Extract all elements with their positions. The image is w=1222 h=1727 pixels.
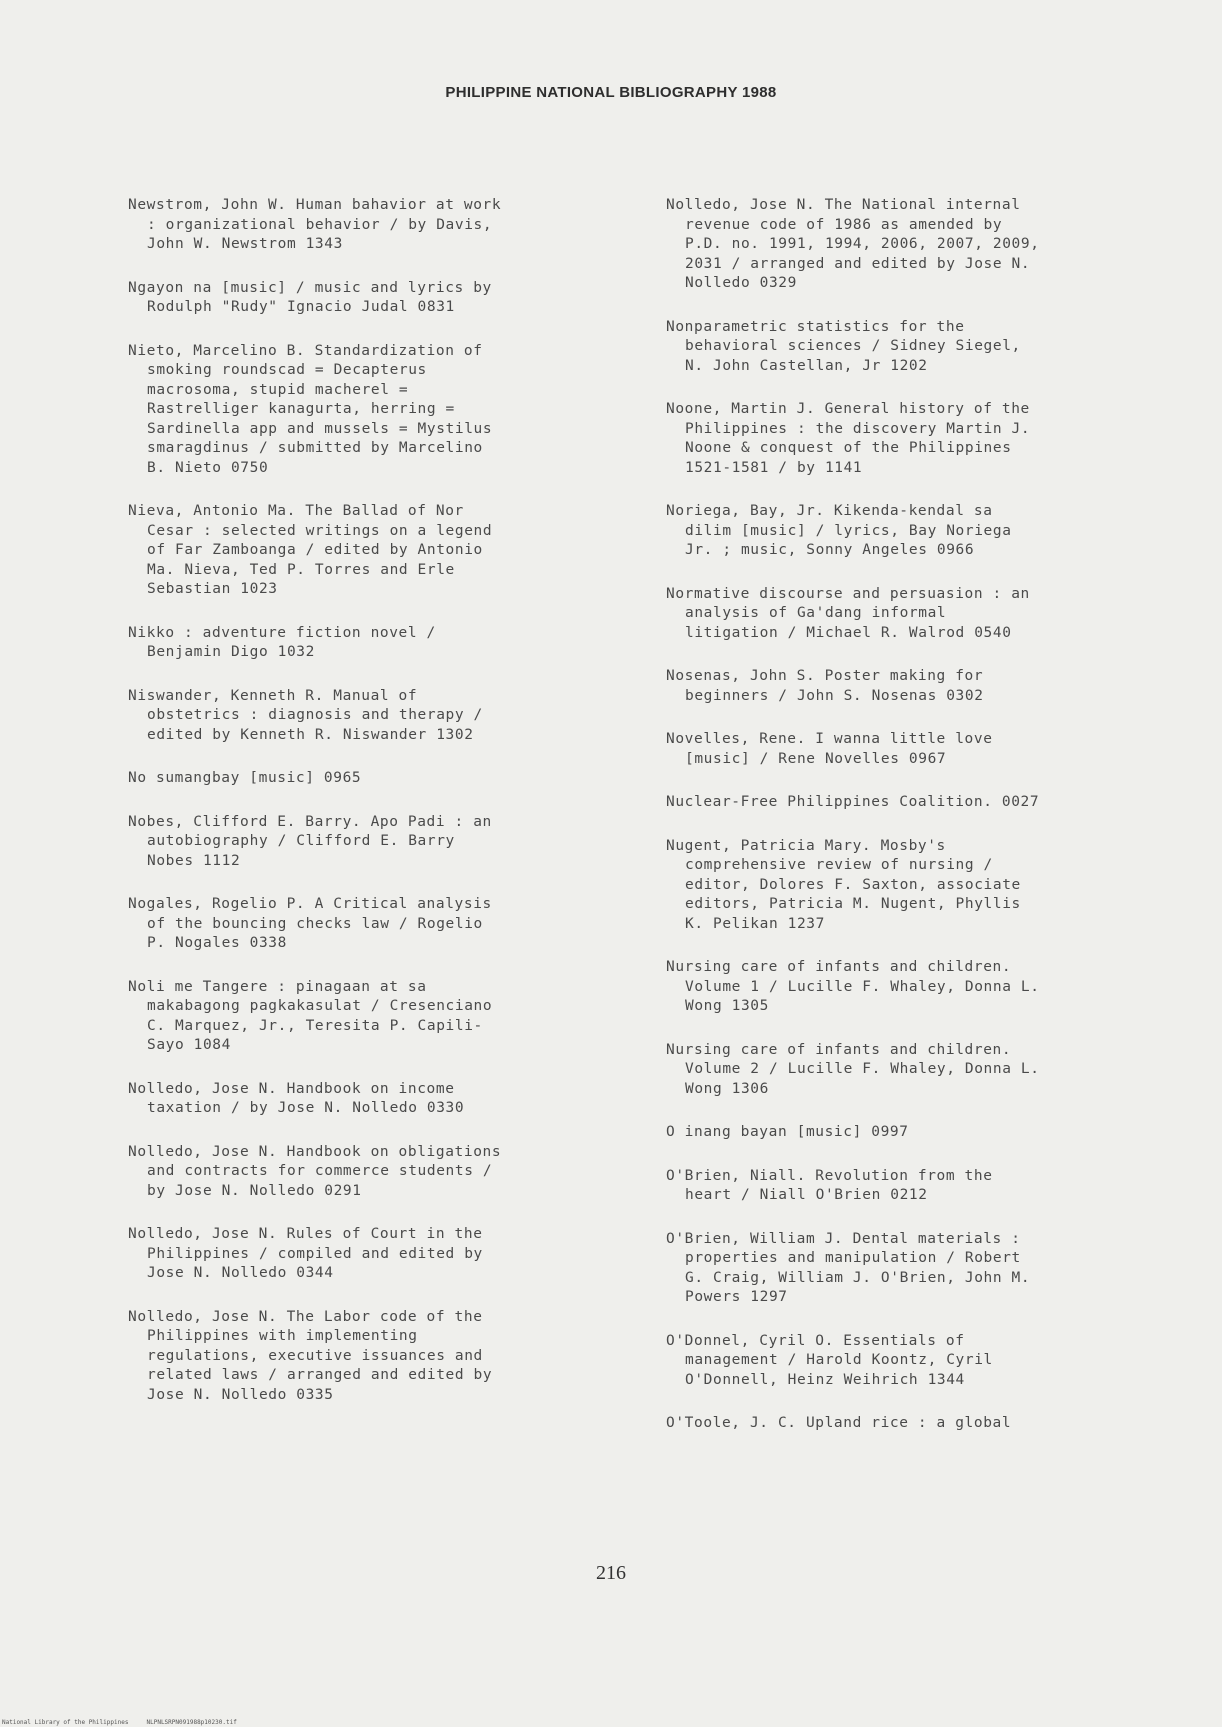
scan-footer-note: National Library of the Philippines NLPNLSRPN091988p10230.tif — [2, 1719, 237, 1726]
bibliography-entry: Noriega, Bay, Jr. Kikenda-kendal sa dilim [music] / lyrics, Bay Noriega Jr. ; music, Sonny Angeles 0966 — [666, 503, 1012, 558]
bibliography-entry: Nolledo, Jose N. Rules of Court in the Philippines / compiled and edited by Jose N. Nolledo 0344 — [128, 1226, 483, 1281]
bibliography-entry: Nursing care of infants and children. Volume 1 / Lucille F. Whaley, Donna L. Wong 1305 — [666, 959, 1040, 1014]
bibliography-entry: Nolledo, Jose N. The Labor code of the Philippines with implementing regulations, executive issuances and related laws / arranged and edited by Jose N. Nolledo 0335 — [128, 1308, 493, 1403]
bibliography-entry: Nolledo, Jose N. Handbook on income taxation / by Jose N. Nolledo 0330 — [128, 1080, 465, 1116]
right-column — [666, 196, 1166, 1458]
bibliography-entry: Nobes, Clifford E. Barry. Apo Padi : an autobiography / Clifford E. Barry Nobes 1112 — [128, 813, 492, 869]
bibliography-entry: O'Brien, Niall. Revolution from the heart / Niall O'Brien 0212 — [666, 1167, 993, 1203]
bibliography-entry: Nuclear-Free Philippines Coalition. 0027 — [666, 794, 1040, 810]
bibliography-entry: Ngayon na [music] / music and lyrics by Rodulph "Rudy" Ignacio Judal 0831 — [128, 279, 492, 315]
bibliography-entry: No sumangbay [music] 0965 — [128, 770, 362, 786]
page-title: PHILIPPINE NATIONAL BIBLIOGRAPHY 1988 — [445, 84, 777, 101]
bibliography-entry: O'Brien, William J. Dental materials : properties and manipulation / Robert G. Craig, William J. O'Brien, John M. Powers 1297 — [666, 1230, 1031, 1305]
bibliography-entry: Nikko : adventure fiction novel / Benjamin Digo 1032 — [128, 624, 436, 660]
bibliography-entry: Noone, Martin J. General history of the Philippines : the discovery Martin J. Noone & conquest of the Philippines 1521-1581 / by 1141 — [666, 401, 1031, 476]
bibliography-entry: Nolledo, Jose N. Handbook on obligations and contracts for commerce students / by Jose N. Nolledo 0291 — [128, 1143, 502, 1199]
page-number: 216 — [596, 1562, 626, 1584]
bibliography-entry: Nieto, Marcelino B. Standardization of smoking roundscad = Decapterus macrosoma, stupid macherel = Rastrelliger kanagurta, herring = Sardinella app and mussels = Mystilus smaragdinus / submitted by Marcelino B. Nieto 0750 — [128, 342, 493, 476]
bibliography-entry: Newstrom, John W. Human bahavior at work : organizational behavior / by Davis, John W. Newstrom 1343 — [128, 197, 502, 252]
bibliography-entry: Nugent, Patricia Mary. Mosby's comprehensive review of nursing / editor, Dolores F. Saxton, associate editors, Patricia M. Nugent, Phyllis K. Pelikan 1237 — [666, 837, 1021, 932]
left-column — [128, 196, 618, 1429]
bibliography-entry: Nogales, Rogelio P. A Critical analysis of the bouncing checks law / Rogelio P. Nogales 0338 — [128, 896, 492, 951]
bibliography-entry: Nieva, Antonio Ma. The Ballad of Nor Cesar : selected writings on a legend of Far Zamboanga / edited by Antonio Ma. Nieva, Ted P. Torres and Erle Sebastian 1023 — [128, 503, 493, 597]
bibliography-entry: Nosenas, John S. Poster making for beginners / John S. Nosenas 0302 — [666, 668, 984, 704]
bibliography-entry: Nonparametric statistics for the behavioral sciences / Sidney Siegel, N. John Castellan, Jr 1202 — [666, 318, 1021, 374]
bibliography-entry: Niswander, Kenneth R. Manual of obstetrics : diagnosis and therapy / edited by Kenneth R. Niswander 1302 — [128, 687, 483, 743]
bibliography-entry: Nursing care of infants and children. Volume 2 / Lucille F. Whaley, Donna L. Wong 1306 — [666, 1041, 1040, 1097]
bibliography-entry: O'Toole, J. C. Upland rice : a global — [666, 1415, 1012, 1431]
bibliography-entry: O'Donnel, Cyril O. Essentials of management / Harold Koontz, Cyril O'Donnell, Heinz Weihrich 1344 — [666, 1332, 993, 1388]
bibliography-entry: Novelles, Rene. I wanna little love [music] / Rene Novelles 0967 — [666, 731, 993, 767]
bibliography-entry: Nolledo, Jose N. The National internal revenue code of 1986 as amended by P.D. no. 1991, 1994, 2006, 2007, 2009, 2031 / arranged and edited by Jose N. Nolledo 0329 — [666, 197, 1040, 291]
bibliography-entry: Noli me Tangere : pinagaan at sa makabagong pagkakasulat / Cresenciano C. Marquez, Jr., Teresita P. Capili- Sayo 1084 — [128, 978, 493, 1053]
bibliography-entry: O inang bayan [music] 0997 — [666, 1124, 909, 1140]
bibliography-entry: Normative discourse and persuasion : an analysis of Ga'dang informal litigation / Michael R. Walrod 0540 — [666, 585, 1030, 641]
